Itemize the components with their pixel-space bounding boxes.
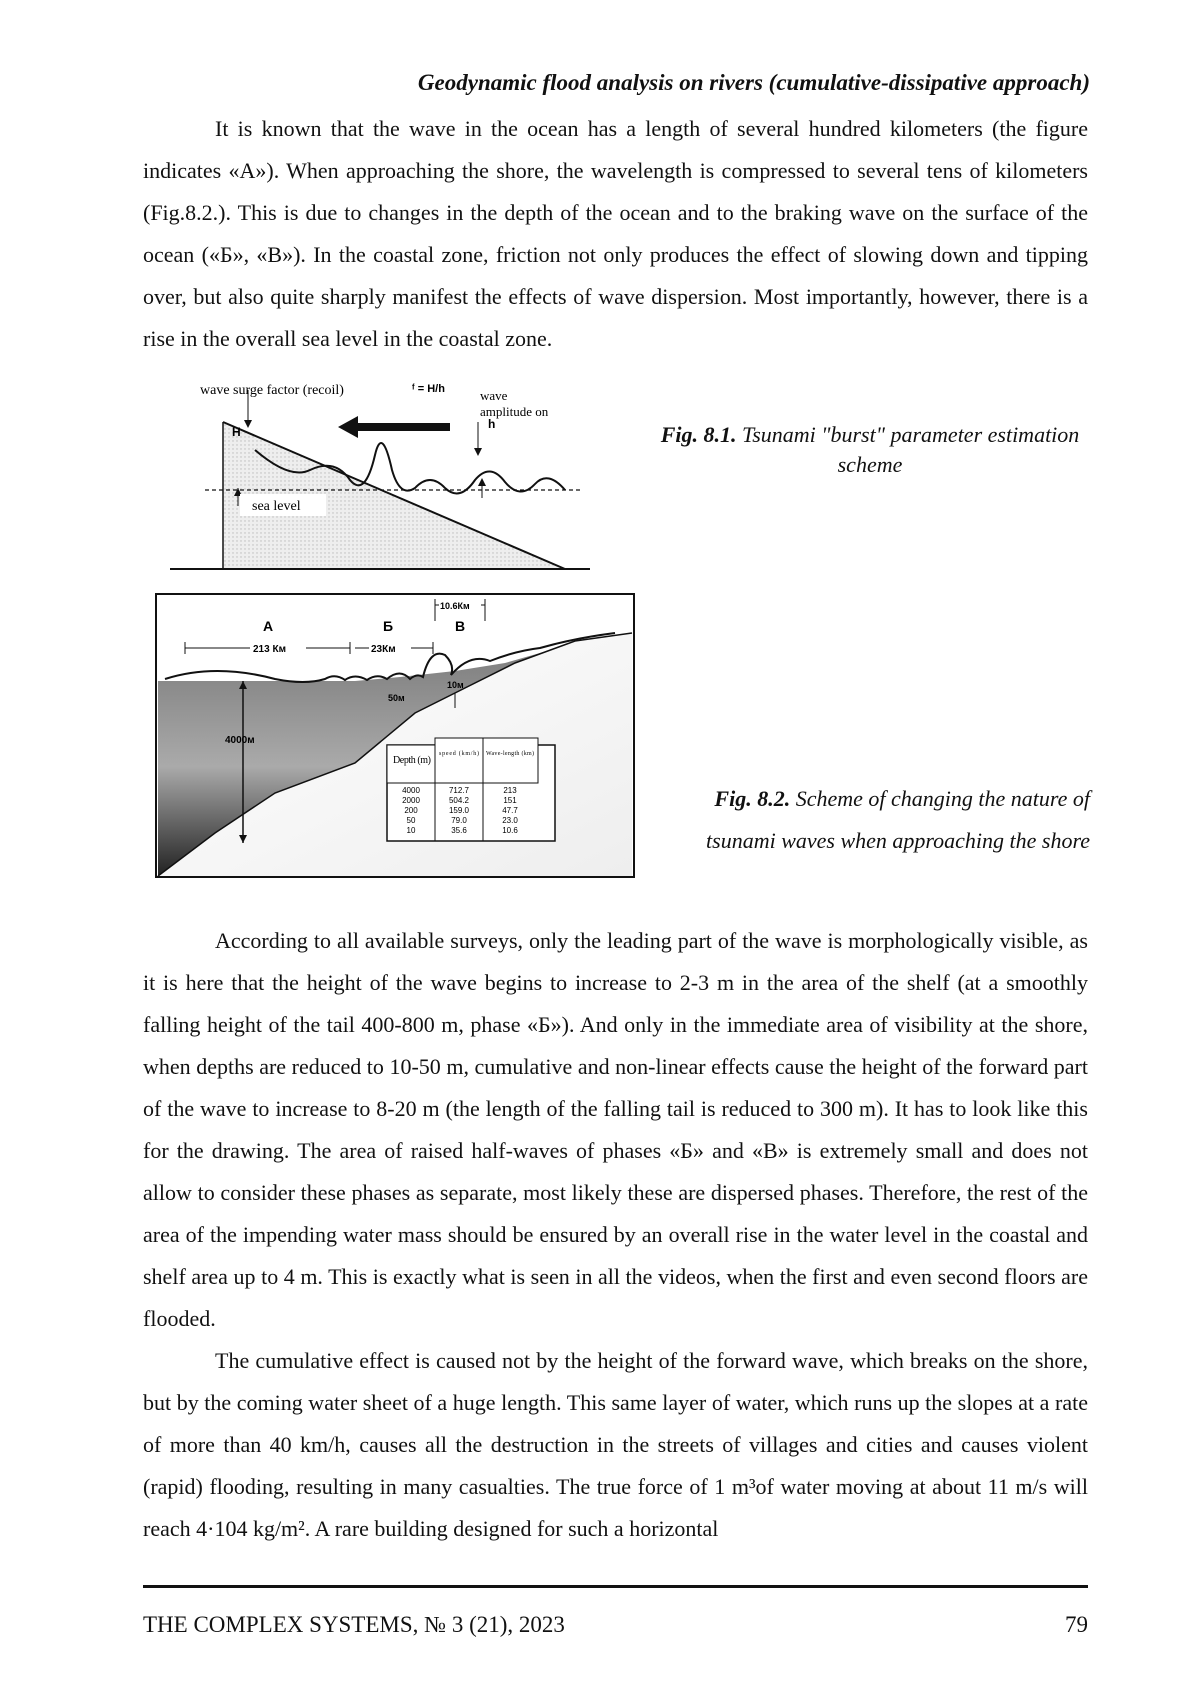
figure-8-1-text: Tsunami "burst" parameter estimation scheme — [741, 422, 1080, 477]
table-cell-depth: 2000 — [402, 796, 420, 805]
figure-8-2-caption — [650, 778, 1090, 862]
journal-name: THE COMPLEX SYSTEMS, № 3 (21), 2023 — [143, 1612, 565, 1637]
phase-B: Б — [383, 618, 394, 634]
paragraph-1: It is known that the wave in the ocean has a length of several hundred kilometers (the figure indicates «A»). When approaching the shore, the wavelength is compressed to several tens of kilometers (Fig.8.2.). This is due to changes in the depth of the ocean and to the braking wave on the surface of the ocean («Б», «В»). In the coastal zone, friction not only produces the effect of slowing down and tipping over, but also quite sharply manifest the effects of wave dispersion. Most importantly, however, there is a rise in the overall sea level in the coastal zone. — [143, 116, 1088, 351]
table-cell-wavelength: 213 — [503, 786, 517, 795]
running-title: Geodynamic flood analysis on rivers (cumulative-dissipative approach) — [417, 70, 1090, 95]
amplitude-label-1: wave — [480, 388, 508, 403]
formula-label: ᶠ = H/h — [412, 383, 445, 395]
table-header-speed: speed (km/h) — [439, 751, 479, 757]
table-cell-wavelength: 23.0 — [502, 816, 518, 825]
figure-8-1-number: Fig. 8.1. — [660, 422, 737, 447]
page-number: 79 — [1065, 1612, 1088, 1637]
distance-A: 213 Км — [253, 644, 286, 655]
table-cell-speed: 504.2 — [448, 796, 470, 805]
paragraph-2: According to all available surveys, only the leading part of the wave is morphologically visible, as it is here that the height of the wave begins to increase to 2-3 m in the area of the shelf (at a smoothly falling height of the tail 400-800 m, phase «Б»). And only in the immediate area of visibility at the shore, when depths are reduced to 10-50 m, cumulative and non-linear effects cause the height of the forward part of the wave to increase to 8-20 m (the length of the falling tail is reduced to 300 m). It has to look like this for the drawing. The area of raised half-waves of phases «Б» and «В» is extremely small and does not allow to consider these phases as separate, most likely these are dispersed phases. Therefore, the rest of the area of the impending water mass should be ensured by an overall rise in the water level in the coastal and shelf area up to 4 m. This is exactly what is seen in all the videos, when the first and even second floors are flooded. — [143, 928, 1088, 1331]
footer-rule — [143, 1585, 1088, 1588]
paragraph-3: The cumulative effect is caused not by the height of the forward wave, which breaks on the shore, but by the coming water sheet of a huge length. This same layer of water, which runs up the slopes at a rate of more than 40 km/h, causes all the destruction in the streets of villages and cities and causes violent (rapid) flooding, resulting in many casualties. The true force of 1 m³of water moving at about 11 m/s will reach 4·104 kg/m². A rare building designed for such a horizontal — [143, 1348, 1088, 1541]
table-cell-wavelength: 47.7 — [502, 806, 518, 815]
figure-8-1-caption — [650, 420, 1090, 480]
distance-V: 10.6Км — [440, 601, 470, 611]
figure-8-2-text: Scheme of changing the nature of tsunami waves when approaching the shore — [706, 786, 1090, 853]
label-h: h — [488, 417, 496, 431]
table-header-wavelength: Wave-length (km) — [486, 751, 534, 757]
depth-4000: 4000м — [225, 735, 255, 746]
amplitude-label-2: amplitude on — [480, 404, 549, 419]
table-cell-speed: 35.6 — [451, 826, 467, 835]
table-cell-depth: 50 — [406, 816, 416, 825]
height-50: 50м — [388, 693, 405, 703]
distance-B: 23Км — [371, 644, 396, 655]
table-cell-depth: 4000 — [402, 786, 420, 795]
figure-8-1 — [160, 380, 590, 580]
figure-8-2 — [155, 593, 635, 878]
arrow-left-icon — [338, 416, 450, 438]
table-cell-depth: 10 — [406, 826, 416, 835]
table-cell-speed: 159.0 — [448, 806, 470, 815]
phase-A: A — [263, 618, 274, 634]
table-cell-speed: 79.0 — [451, 816, 467, 825]
table-cell-speed: 712.7 — [448, 786, 470, 795]
table-cell-depth: 200 — [404, 806, 418, 815]
height-10: 10м — [447, 680, 464, 690]
table-cell-wavelength: 151 — [503, 796, 517, 805]
figure-8-2-number: Fig. 8.2. — [714, 786, 791, 811]
label-H: H — [232, 425, 241, 439]
sea-level-label: sea level — [252, 499, 301, 514]
table-cell-wavelength: 10.6 — [502, 826, 518, 835]
phase-V: В — [455, 618, 466, 634]
table-header-depth: Depth (m) — [393, 755, 431, 766]
surge-factor-label: wave surge factor (recoil) — [200, 383, 344, 398]
